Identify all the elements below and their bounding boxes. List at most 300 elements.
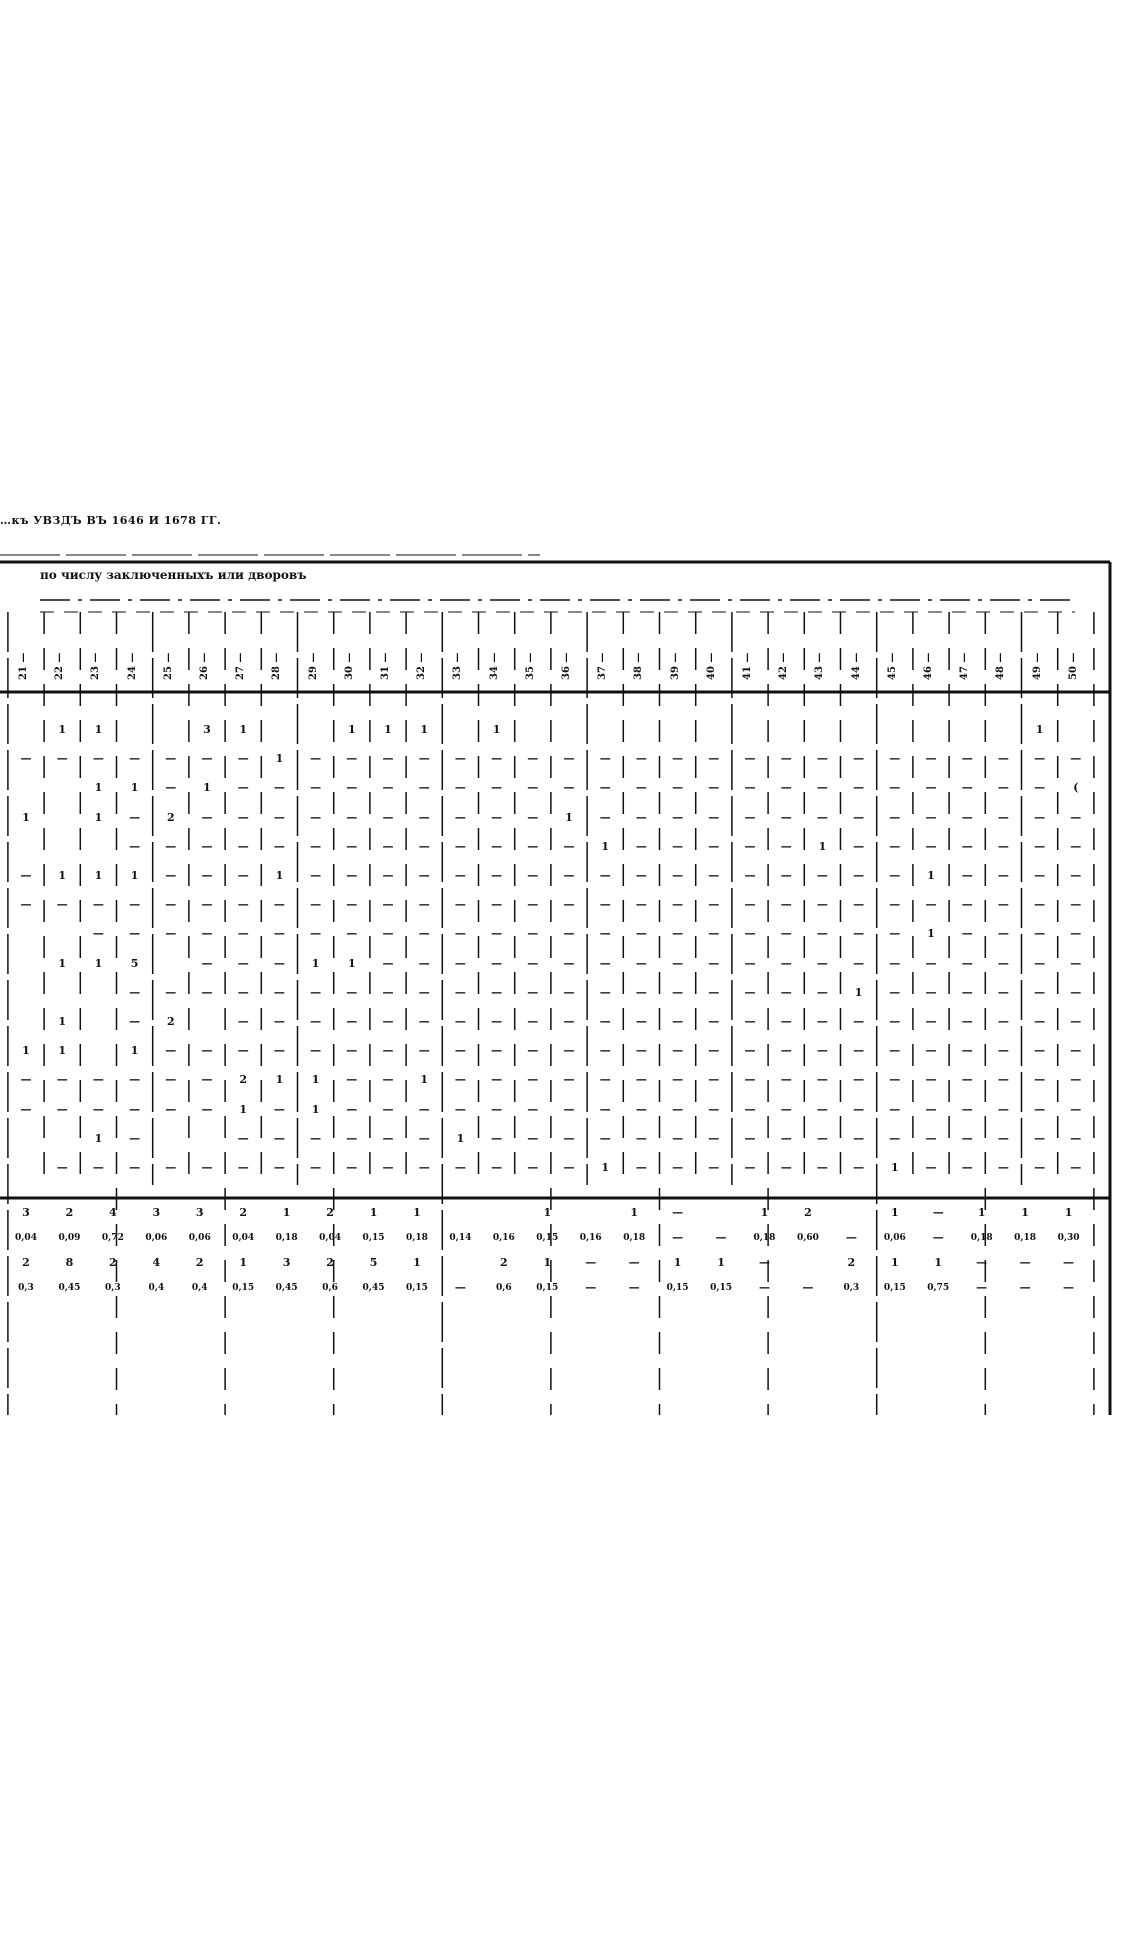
column-header: 31 — (380, 652, 391, 680)
table-cell: — (635, 1161, 647, 1174)
table-cell: — (925, 985, 937, 999)
table-cell: — (491, 1102, 503, 1116)
table-cell: — (346, 898, 358, 912)
table-cell: — (563, 1015, 575, 1028)
table-cell: — (780, 985, 792, 999)
total-cell: — (976, 1256, 988, 1269)
table-cell: — (92, 1161, 104, 1174)
table-cell: — (165, 1161, 177, 1174)
table-cell: — (708, 985, 720, 999)
table-cell: — (961, 781, 973, 795)
table-cell: — (997, 810, 1009, 824)
table-cell: — (273, 1102, 285, 1116)
total-cell: — (454, 1281, 466, 1294)
table-cell: — (527, 1131, 539, 1145)
table-cell: — (961, 956, 973, 970)
total-cell: 0,06 (188, 1233, 211, 1243)
table-cell: — (925, 752, 937, 766)
table-cell: — (273, 1131, 285, 1145)
table-cell: — (708, 869, 720, 882)
table-cell: — (129, 1102, 141, 1116)
total-cell: — (802, 1281, 814, 1294)
table-cell: — (889, 781, 901, 795)
table-cell: — (997, 781, 1009, 795)
total-cell: 0,18 (405, 1233, 428, 1243)
table-cell: — (635, 1044, 647, 1058)
total-cell: 1 (543, 1256, 552, 1269)
table-cell: — (563, 985, 575, 999)
table-cell: — (672, 1073, 684, 1087)
table-cell: — (780, 1015, 792, 1028)
table-cell: — (129, 898, 141, 912)
table-cell: — (889, 810, 901, 824)
table-cell: — (925, 1015, 937, 1028)
table-cell: — (672, 781, 684, 795)
table-cell: 1 (492, 723, 501, 736)
table-cell: — (780, 810, 792, 824)
total-cell: 0,18 (970, 1233, 993, 1243)
table-cell: — (780, 898, 792, 912)
table-cell: — (816, 781, 828, 795)
table-cell: — (708, 781, 720, 795)
total-cell: 0,3 (18, 1283, 34, 1293)
table-cell: — (310, 1044, 322, 1058)
table-cell: — (1034, 1161, 1046, 1174)
table-cell: — (310, 1131, 322, 1145)
table-cell: — (56, 1161, 68, 1174)
table-cell: — (853, 1073, 865, 1087)
table-cell: — (672, 839, 684, 853)
table-cell: — (599, 1102, 611, 1116)
table-cell: — (816, 927, 828, 941)
table-cell: — (708, 752, 720, 766)
table-cell: 1 (311, 1073, 320, 1087)
table-cell: — (20, 752, 32, 766)
table-cell: — (853, 781, 865, 795)
table-cell: — (1070, 1015, 1082, 1028)
table-cell: — (635, 839, 647, 853)
table-cell: — (1034, 1015, 1046, 1028)
table-cell: — (382, 1131, 394, 1145)
column-header: 38 — (633, 652, 645, 680)
table-cell: — (273, 839, 285, 853)
table-cell: — (418, 839, 430, 853)
table-cell: — (563, 927, 575, 941)
table-cell: — (925, 1161, 937, 1174)
table-cell: 1 (94, 781, 103, 795)
total-cell: 2 (326, 1256, 334, 1269)
table-cell: — (563, 752, 575, 766)
table-cell: — (708, 956, 720, 970)
table-cell: — (672, 1131, 684, 1145)
table-cell: — (672, 985, 684, 999)
table-cell: — (382, 1015, 394, 1028)
column-header: 47 — (959, 652, 971, 680)
column-header: 24 — (126, 652, 138, 680)
table-cell: — (889, 1015, 901, 1028)
table-cell: — (708, 810, 720, 824)
table-cell: — (1070, 752, 1082, 766)
total-cell: 2 (109, 1256, 117, 1269)
total-cell: 2 (326, 1206, 334, 1219)
table-cell: — (997, 1073, 1009, 1087)
table-cell: — (1034, 1073, 1046, 1087)
table-cell: — (56, 752, 68, 766)
table-cell: — (346, 1102, 358, 1116)
total-cell: 2 (804, 1206, 812, 1219)
table-cell: — (997, 956, 1009, 970)
table-cell: — (382, 1161, 394, 1174)
table-cell: — (201, 1102, 213, 1116)
table-cell: — (672, 1015, 684, 1028)
table-cell: — (310, 869, 322, 882)
table-cell: 1 (94, 1131, 103, 1145)
table-cell: — (1070, 1131, 1082, 1145)
total-cell: 0,6 (495, 1283, 512, 1293)
table-cell: — (201, 1161, 213, 1174)
table-cell: — (201, 956, 213, 970)
table-cell: — (237, 985, 249, 999)
table-cell: — (744, 985, 756, 999)
table-cell: — (563, 1102, 575, 1116)
table-cell: — (997, 1161, 1009, 1174)
table-cell: — (527, 898, 539, 912)
table-cell: — (853, 1044, 865, 1058)
column-header: 36 — (561, 652, 572, 680)
table-cell: — (527, 1015, 539, 1028)
table-cell: — (491, 810, 503, 824)
table-cell: — (1070, 1161, 1082, 1174)
table-cell: — (816, 985, 828, 999)
table-cell: — (635, 869, 647, 882)
column-header: 21 — (18, 652, 29, 680)
table-cell: — (563, 1073, 575, 1087)
table-cell: 1 (130, 869, 139, 882)
table-cell: — (997, 839, 1009, 853)
table-cell: — (310, 1015, 322, 1028)
table-cell: — (418, 1044, 430, 1058)
table-cell: — (273, 1015, 285, 1028)
table-cell: — (672, 898, 684, 912)
table-cell: — (1034, 1044, 1046, 1058)
total-cell: 0,09 (58, 1233, 81, 1243)
table-cell: — (816, 869, 828, 882)
table-cell: — (129, 839, 141, 853)
table-cell: 1 (94, 956, 103, 970)
table-cell: — (635, 1015, 647, 1028)
table-heading: по числу заключенныхъ или дворовъ (40, 568, 307, 582)
total-cell: 0,04 (232, 1233, 255, 1243)
table-cell: — (310, 752, 322, 766)
table-cell: — (454, 1161, 466, 1174)
table-cell: — (672, 752, 684, 766)
table-cell: — (201, 927, 213, 941)
table-cell: 1 (203, 781, 211, 795)
table-cell: — (925, 839, 937, 853)
table-cell: — (165, 839, 177, 853)
table-cell: 1 (420, 723, 429, 736)
table-cell: 1 (927, 927, 935, 941)
table-cell: — (816, 810, 828, 824)
table-cell: — (744, 810, 756, 824)
total-cell: 1 (717, 1256, 725, 1269)
table-cell: — (1034, 898, 1046, 912)
table-cell: — (382, 898, 394, 912)
table-cell: — (744, 752, 756, 766)
table-cell: — (780, 1161, 792, 1174)
table-cell: — (491, 1073, 503, 1087)
table-cell: 1 (130, 1044, 139, 1058)
table-cell: — (961, 752, 973, 766)
table-cell: — (418, 869, 430, 882)
total-cell: 0,3 (843, 1283, 860, 1293)
table-cell: — (165, 1044, 177, 1058)
table-cell: — (92, 752, 104, 766)
table-cell: — (853, 956, 865, 970)
total-cell: 2 (500, 1256, 508, 1269)
table-cell: 1 (22, 1044, 30, 1058)
table-cell: — (744, 1044, 756, 1058)
total-cell: — (845, 1231, 857, 1244)
table-cell: — (672, 1102, 684, 1116)
table-cell: — (961, 1073, 973, 1087)
table-cell: — (780, 1044, 792, 1058)
table-cell: — (491, 927, 503, 941)
table-cell: — (853, 810, 865, 824)
total-cell: 0,16 (579, 1233, 602, 1243)
total-cell: — (585, 1281, 597, 1294)
table-cell: — (961, 1131, 973, 1145)
total-cell: 1 (282, 1206, 291, 1219)
table-cell: — (925, 1044, 937, 1058)
table-cell: — (527, 956, 539, 970)
column-header: 41 — (742, 652, 753, 680)
total-cell: — (758, 1281, 770, 1294)
table-cell: — (491, 839, 503, 853)
table-cell: — (237, 956, 249, 970)
table-cell: — (853, 752, 865, 766)
table-cell: — (961, 898, 973, 912)
table-cell: — (129, 1161, 141, 1174)
column-header: 37 — (597, 652, 609, 680)
table-cell: — (237, 781, 249, 795)
table-cell: — (491, 898, 503, 912)
table-cell: — (273, 810, 285, 824)
table-cell: — (382, 781, 394, 795)
table-cell: — (889, 1073, 901, 1087)
table-cell: — (889, 985, 901, 999)
total-cell: — (932, 1206, 944, 1219)
table-cell: — (382, 869, 394, 882)
table-cell: 1 (94, 723, 103, 736)
table-cell: — (454, 869, 466, 882)
table-cell: — (816, 1044, 828, 1058)
table-cell: — (346, 810, 358, 824)
table-cell: — (346, 1015, 358, 1028)
table-cell: — (816, 1102, 828, 1116)
table-cell: — (997, 1015, 1009, 1028)
table-cell: — (382, 1073, 394, 1087)
table-cell: — (346, 1044, 358, 1058)
table-cell: 3 (203, 723, 211, 736)
column-header: 44 — (850, 652, 862, 680)
table-cell: — (889, 869, 901, 882)
total-cell: 0,15 (883, 1283, 906, 1293)
table-cell: — (165, 1073, 177, 1087)
table-cell: — (1034, 927, 1046, 941)
table-cell: — (1070, 1102, 1082, 1116)
table-cell: — (853, 1161, 865, 1174)
table-cell: — (961, 1015, 973, 1028)
table-cell: — (563, 898, 575, 912)
table-cell: — (635, 810, 647, 824)
column-header: 33 — (452, 652, 464, 680)
table-cell: — (889, 1131, 901, 1145)
table-cell: — (997, 927, 1009, 941)
table-cell: 1 (275, 752, 284, 766)
table-cell: — (491, 1015, 503, 1028)
table-cell: — (925, 1102, 937, 1116)
total-cell: 0,18 (753, 1233, 776, 1243)
table-cell: — (418, 1161, 430, 1174)
table-cell: — (527, 927, 539, 941)
table-cell: 2 (166, 1015, 175, 1028)
table-cell: — (454, 1102, 466, 1116)
table-cell: — (237, 839, 249, 853)
table-cell: — (1034, 869, 1046, 882)
table-cell: 1 (58, 1015, 67, 1028)
table-cell: — (563, 781, 575, 795)
total-cell: 0,15 (666, 1283, 689, 1293)
table-cell: 1 (239, 1102, 248, 1116)
table-cell: — (853, 1102, 865, 1116)
table-cell: — (780, 927, 792, 941)
table-cell: 1 (601, 839, 610, 853)
table-cell: — (92, 1073, 104, 1087)
table-cell: — (237, 1044, 249, 1058)
column-header: 22 — (54, 652, 66, 680)
table-cell: — (310, 781, 322, 795)
table-cell: — (201, 869, 213, 882)
table-cell: — (997, 898, 1009, 912)
table-cell: — (1034, 985, 1046, 999)
table-cell: — (816, 1015, 828, 1028)
table-cell: — (491, 781, 503, 795)
total-cell: 8 (65, 1256, 74, 1269)
table-cell: — (1070, 898, 1082, 912)
table-cell: — (527, 781, 539, 795)
table-cell: — (744, 1073, 756, 1087)
table-cell: 1 (347, 956, 356, 970)
total-cell: — (1019, 1256, 1031, 1269)
table-cell: — (454, 956, 466, 970)
table-cell: — (527, 1044, 539, 1058)
table-cell: — (346, 869, 358, 882)
table-cell: — (816, 1161, 828, 1174)
table-cell: — (816, 752, 828, 766)
table-cell: — (816, 1073, 828, 1087)
table-cell: — (635, 781, 647, 795)
column-header: 46 — (923, 652, 934, 680)
column-header: 45 — (886, 652, 898, 680)
table-cell: — (599, 781, 611, 795)
table-cell: — (346, 752, 358, 766)
table-cell: — (635, 927, 647, 941)
table-cell: — (237, 869, 249, 882)
table-cell: — (237, 810, 249, 824)
total-cell: 2 (195, 1256, 204, 1269)
table-cell: — (527, 869, 539, 882)
total-cell: 0,18 (623, 1233, 646, 1243)
table-cell: — (997, 869, 1009, 882)
total-cell: — (758, 1256, 770, 1269)
total-cell: — (715, 1231, 727, 1244)
table-cell: — (635, 898, 647, 912)
total-cell: 0,18 (1014, 1233, 1037, 1243)
table-cell: 1 (130, 781, 139, 795)
table-cell: — (635, 752, 647, 766)
table-cell: 1 (94, 810, 103, 824)
table-cell: — (20, 1102, 32, 1116)
table-cell: — (454, 810, 466, 824)
table-cell: 1 (456, 1131, 465, 1145)
table-cell: — (454, 752, 466, 766)
total-cell: 0,16 (492, 1233, 515, 1243)
total-cell: 1 (239, 1256, 248, 1269)
total-cell: — (628, 1281, 640, 1294)
table-cell: — (165, 869, 177, 882)
table-cell: — (201, 1044, 213, 1058)
total-cell: 1 (413, 1206, 421, 1219)
table-cell: — (816, 898, 828, 912)
table-cell: — (165, 927, 177, 941)
total-cell: 5 (369, 1256, 378, 1269)
table-cell: — (237, 1161, 249, 1174)
table-cell: — (599, 1015, 611, 1028)
table-cell: — (744, 956, 756, 970)
table-cell: 5 (130, 956, 139, 970)
table-cell: — (708, 1044, 720, 1058)
total-cell: 0,04 (319, 1233, 342, 1243)
table-cell: — (708, 1015, 720, 1028)
table-cell: — (889, 956, 901, 970)
table-cell: — (925, 810, 937, 824)
table-cell: — (310, 898, 322, 912)
table-cell: — (672, 1161, 684, 1174)
table-cell: — (346, 927, 358, 941)
total-cell: 0,04 (15, 1233, 37, 1243)
total-cell: 0,06 (145, 1233, 168, 1243)
table-cell: — (310, 1161, 322, 1174)
table-cell: — (56, 1102, 68, 1116)
table-cell: — (346, 985, 358, 999)
table-cell: — (346, 1131, 358, 1145)
column-header: 30 — (343, 652, 355, 680)
table-cell: — (129, 810, 141, 824)
table-cell: 1 (420, 1073, 429, 1087)
table-cell: — (418, 1102, 430, 1116)
table-cell: — (237, 927, 249, 941)
table-cell: — (527, 810, 539, 824)
column-header: 32 — (416, 652, 428, 680)
table-cell: — (961, 810, 973, 824)
total-cell: 1 (890, 1256, 899, 1269)
table-cell: — (635, 1131, 647, 1145)
total-cell: 1 (890, 1206, 899, 1219)
column-header: 42 — (778, 652, 790, 680)
table-cell: — (708, 1131, 720, 1145)
table-cell: — (708, 1102, 720, 1116)
